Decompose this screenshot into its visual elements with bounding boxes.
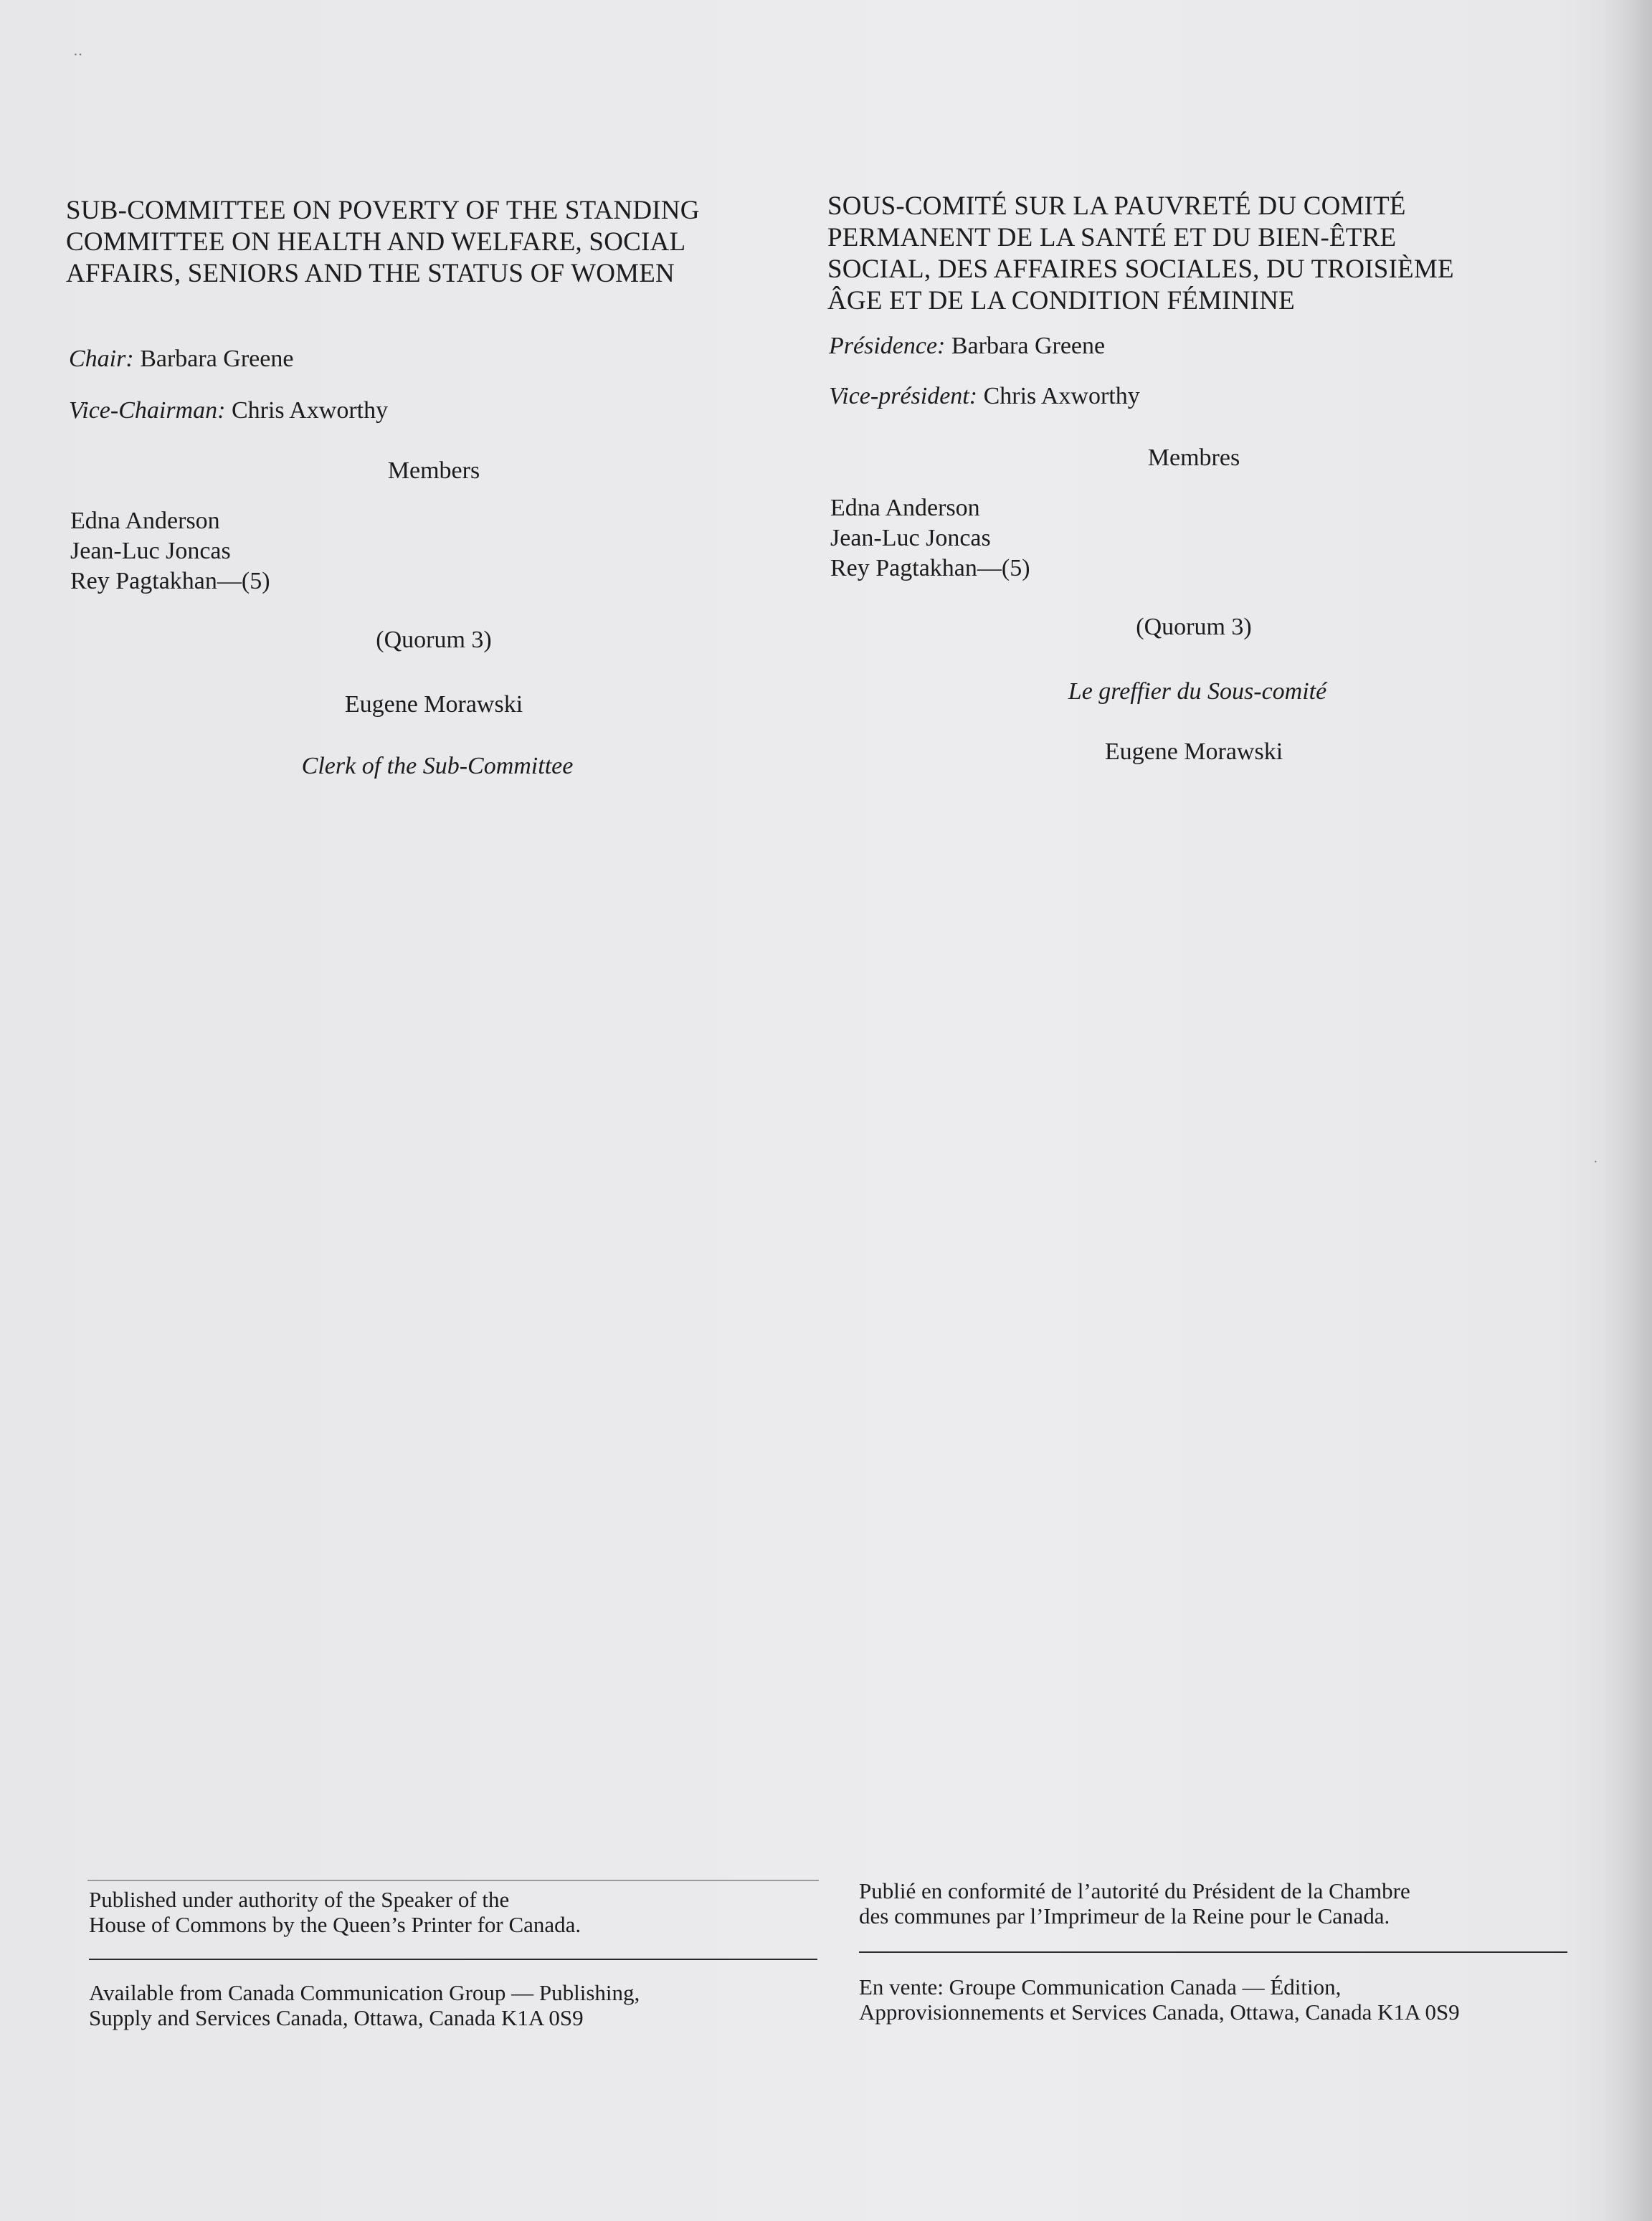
available-fr-line: En vente: Groupe Communication Canada — Édition, <box>859 1974 1342 1999</box>
member-name: Rey Pagtakhan—(5) <box>70 568 270 594</box>
published-en-line: House of Commons by the Queen’s Printer for Canada. <box>89 1912 581 1937</box>
clerk-name: Eugene Morawski <box>344 691 523 718</box>
member-name: Edna Anderson <box>830 495 980 521</box>
available-fr-line: Approvisionnements et Services Canada, Ottawa, Canada K1A 0S9 <box>859 1999 1460 2025</box>
vice-chair-label: Vice-président: <box>829 383 978 409</box>
chair-label: Chair: <box>69 346 134 372</box>
heading-line: SUB-COMMITTEE ON POVERTY OF THE STANDING <box>66 196 700 225</box>
vice-chair-line <box>69 397 388 424</box>
chair-label: Présidence: <box>829 333 946 359</box>
published-fr <box>859 1878 1410 1928</box>
footer-top-rule <box>87 1880 819 1881</box>
available-en-line: Available from Canada Communication Group — Publishing, <box>89 1980 640 2005</box>
published-en-line: Published under authority of the Speaker of the <box>89 1887 510 1912</box>
members-heading: Members <box>387 457 480 484</box>
footer-divider-fr <box>859 1951 1567 1953</box>
french-heading <box>827 191 1587 317</box>
members-heading: Membres <box>1147 444 1240 471</box>
vice-chair-name: Chris Axworthy <box>231 397 389 424</box>
clerk-title: Clerk of the Sub-Committee <box>301 753 574 779</box>
available-en-line: Supply and Services Canada, Ottawa, Canada K1A 0S9 <box>89 2005 584 2030</box>
published-en <box>89 1887 581 1937</box>
heading-line: AFFAIRS, SENIORS AND THE STATUS OF WOMEN <box>66 259 675 288</box>
heading-line: SOCIAL, DES AFFAIRES SOCIALES, DU TROISIÈME <box>827 255 1454 284</box>
scan-speck: · <box>1593 1154 1598 1170</box>
quorum: (Quorum 3) <box>376 627 492 653</box>
clerk-name: Eugene Morawski <box>1104 738 1283 765</box>
heading-line: PERMANENT DE LA SANTÉ ET DU BIEN-ÊTRE <box>827 223 1397 252</box>
heading-line: COMMITTEE ON HEALTH AND WELFARE, SOCIAL <box>66 227 686 257</box>
published-fr-line: Publié en conformité de l’autorité du Président de la Chambre <box>859 1878 1410 1903</box>
chair-name: Barbara Greene <box>140 346 294 372</box>
heading-line: SOUS-COMITÉ SUR LA PAUVRETÉ DU COMITÉ <box>827 191 1406 221</box>
member-name: Jean-Luc Joncas <box>830 525 991 551</box>
chair-line <box>829 333 1105 360</box>
quorum: (Quorum 3) <box>1136 614 1252 640</box>
heading-line: ÂGE ET DE LA CONDITION FÉMININE <box>827 286 1295 315</box>
chair-line <box>69 346 293 373</box>
english-heading <box>66 195 826 290</box>
member-name: Jean-Luc Joncas <box>70 538 231 564</box>
available-en <box>89 1980 640 2030</box>
scan-speck: ‥ <box>73 43 83 59</box>
footer-divider-en <box>89 1959 817 1960</box>
available-fr <box>859 1974 1460 2025</box>
chair-name: Barbara Greene <box>951 333 1106 359</box>
vice-chair-label: Vice-Chairman: <box>69 397 226 424</box>
clerk-title: Le greffier du Sous-comité <box>1068 678 1327 705</box>
vice-chair-name: Chris Axworthy <box>983 383 1140 409</box>
page-edge-shadow <box>1602 0 1652 2221</box>
published-fr-line: des communes par l’Imprimeur de la Reine pour le Canada. <box>859 1903 1390 1928</box>
member-name: Rey Pagtakhan—(5) <box>830 555 1030 581</box>
member-name: Edna Anderson <box>70 508 220 534</box>
vice-chair-line <box>829 383 1140 410</box>
